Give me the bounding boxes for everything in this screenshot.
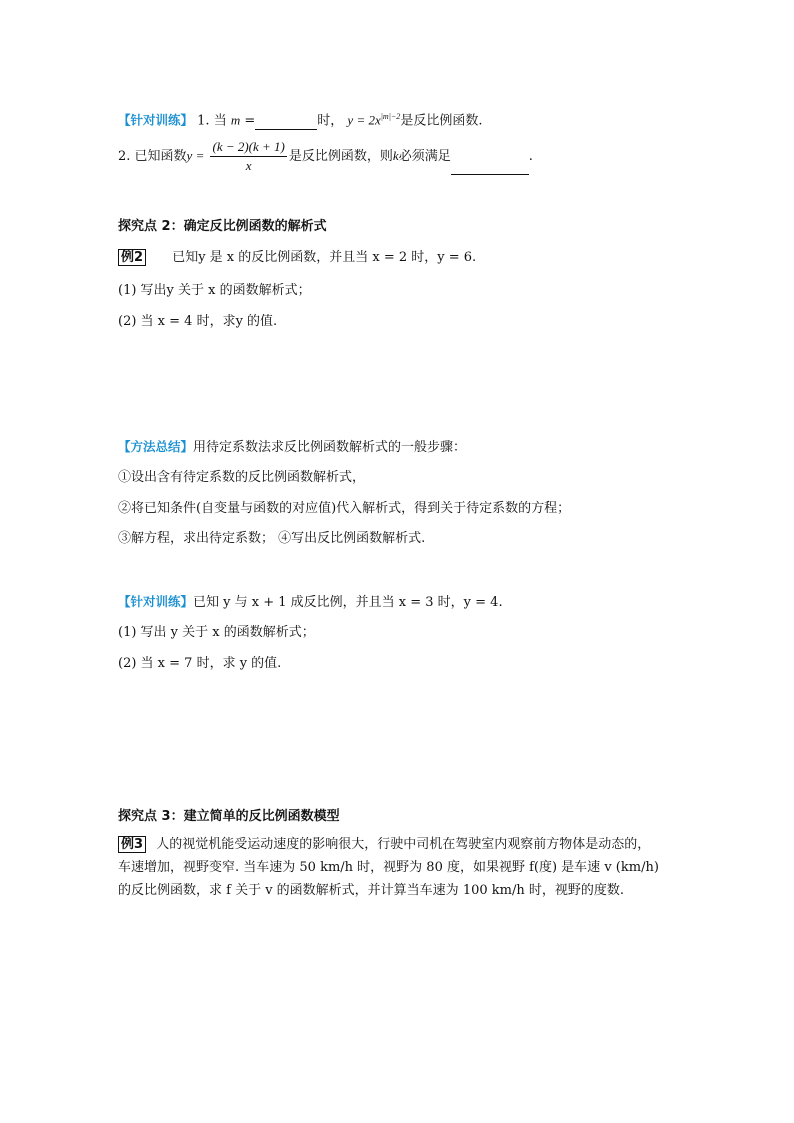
example-2-label: 例2: [118, 249, 146, 266]
q1-answer-blank[interactable]: [255, 115, 317, 130]
q1-var: m: [230, 112, 241, 128]
section-3-title: 探究点 3：建立简单的反比例函数模型: [118, 809, 340, 824]
example-3-line-3: 的反比例函数，求 f 关于 v 的函数解析式，并计算当车速为 100 km/h 时，视野的度数.: [118, 883, 624, 898]
q2-fraction: [210, 138, 286, 175]
example-3-text-1: 人的视觉机能受运动速度的影响很大，行驶中司机在驾驶室内观察前方物体是动态的，: [156, 837, 651, 852]
example-3-label: 例3: [118, 836, 146, 853]
example-2-part-1: (1) 写出y 关于 x 的函数解析式；: [118, 283, 311, 298]
method-summary: [118, 438, 466, 457]
method-step-1: ①设出含有待定系数的反比例函数解析式，: [118, 470, 366, 485]
section-2-title: 探究点 2：确定反比例函数的解析式: [118, 219, 327, 234]
training-2: [118, 593, 503, 612]
method-step-2: ②将已知条件(自变量与函数的对应值)代入解析式，得到关于待定系数的方程；: [118, 501, 571, 516]
method-tag: 【方法总结】: [118, 439, 194, 454]
method-intro: 用待定系数法求反比例函数解析式的一般步骤：: [193, 440, 467, 455]
q2-y: y =: [186, 148, 205, 163]
training-2-text: 已知 y 与 x + 1 成反比例，并且当 x = 3 时，y = 4.: [193, 595, 503, 610]
training-1-q1: [118, 108, 482, 130]
method-step-3-4: ③解方程，求出待定系数； ④写出反比例函数解析式.: [118, 531, 426, 546]
q1-suffix: 是反比例函数.: [400, 113, 483, 129]
q2-end: .: [528, 149, 533, 164]
q1-mid: 时，: [317, 113, 344, 129]
training-2-tag: 【针对训练】: [118, 594, 194, 609]
training-1-q2: [118, 138, 533, 175]
example-2: [118, 249, 476, 267]
q2-suffix: 必须满足: [398, 149, 451, 164]
q2-numerator: (k − 2)(k + 1): [210, 138, 286, 157]
example-3-line-1: [118, 836, 650, 854]
q2-k: k: [392, 148, 399, 163]
q1-exponent: |m|−2: [380, 112, 401, 121]
q2-denominator: x: [245, 158, 252, 173]
q2-mid: 是反比例函数，则: [288, 149, 393, 164]
example-3-line-2: 车速增加，视野变窄. 当车速为 50 km/h 时，视野为 80 度，如果视野 f(度) 是车速 v (km/h): [118, 860, 659, 875]
q1-eq: =: [240, 113, 256, 129]
q2-prefix: 2. 已知函数: [118, 149, 187, 164]
training-tag: 【针对训练】: [118, 112, 194, 128]
q1-function: y = 2x: [347, 112, 381, 128]
example-2-part-2: (2) 当 x = 4 时，求y 的值.: [118, 314, 278, 329]
q1-prefix: 1. 当: [197, 113, 227, 129]
q2-answer-blank[interactable]: [451, 160, 529, 175]
training-2-part-1: (1) 写出 y 关于 x 的函数解析式；: [118, 625, 315, 640]
training-2-part-2: (2) 当 x = 7 时，求 y 的值.: [118, 656, 282, 671]
example-2-text: 已知y 是 x 的反比例函数，并且当 x = 2 时，y = 6.: [172, 250, 477, 265]
